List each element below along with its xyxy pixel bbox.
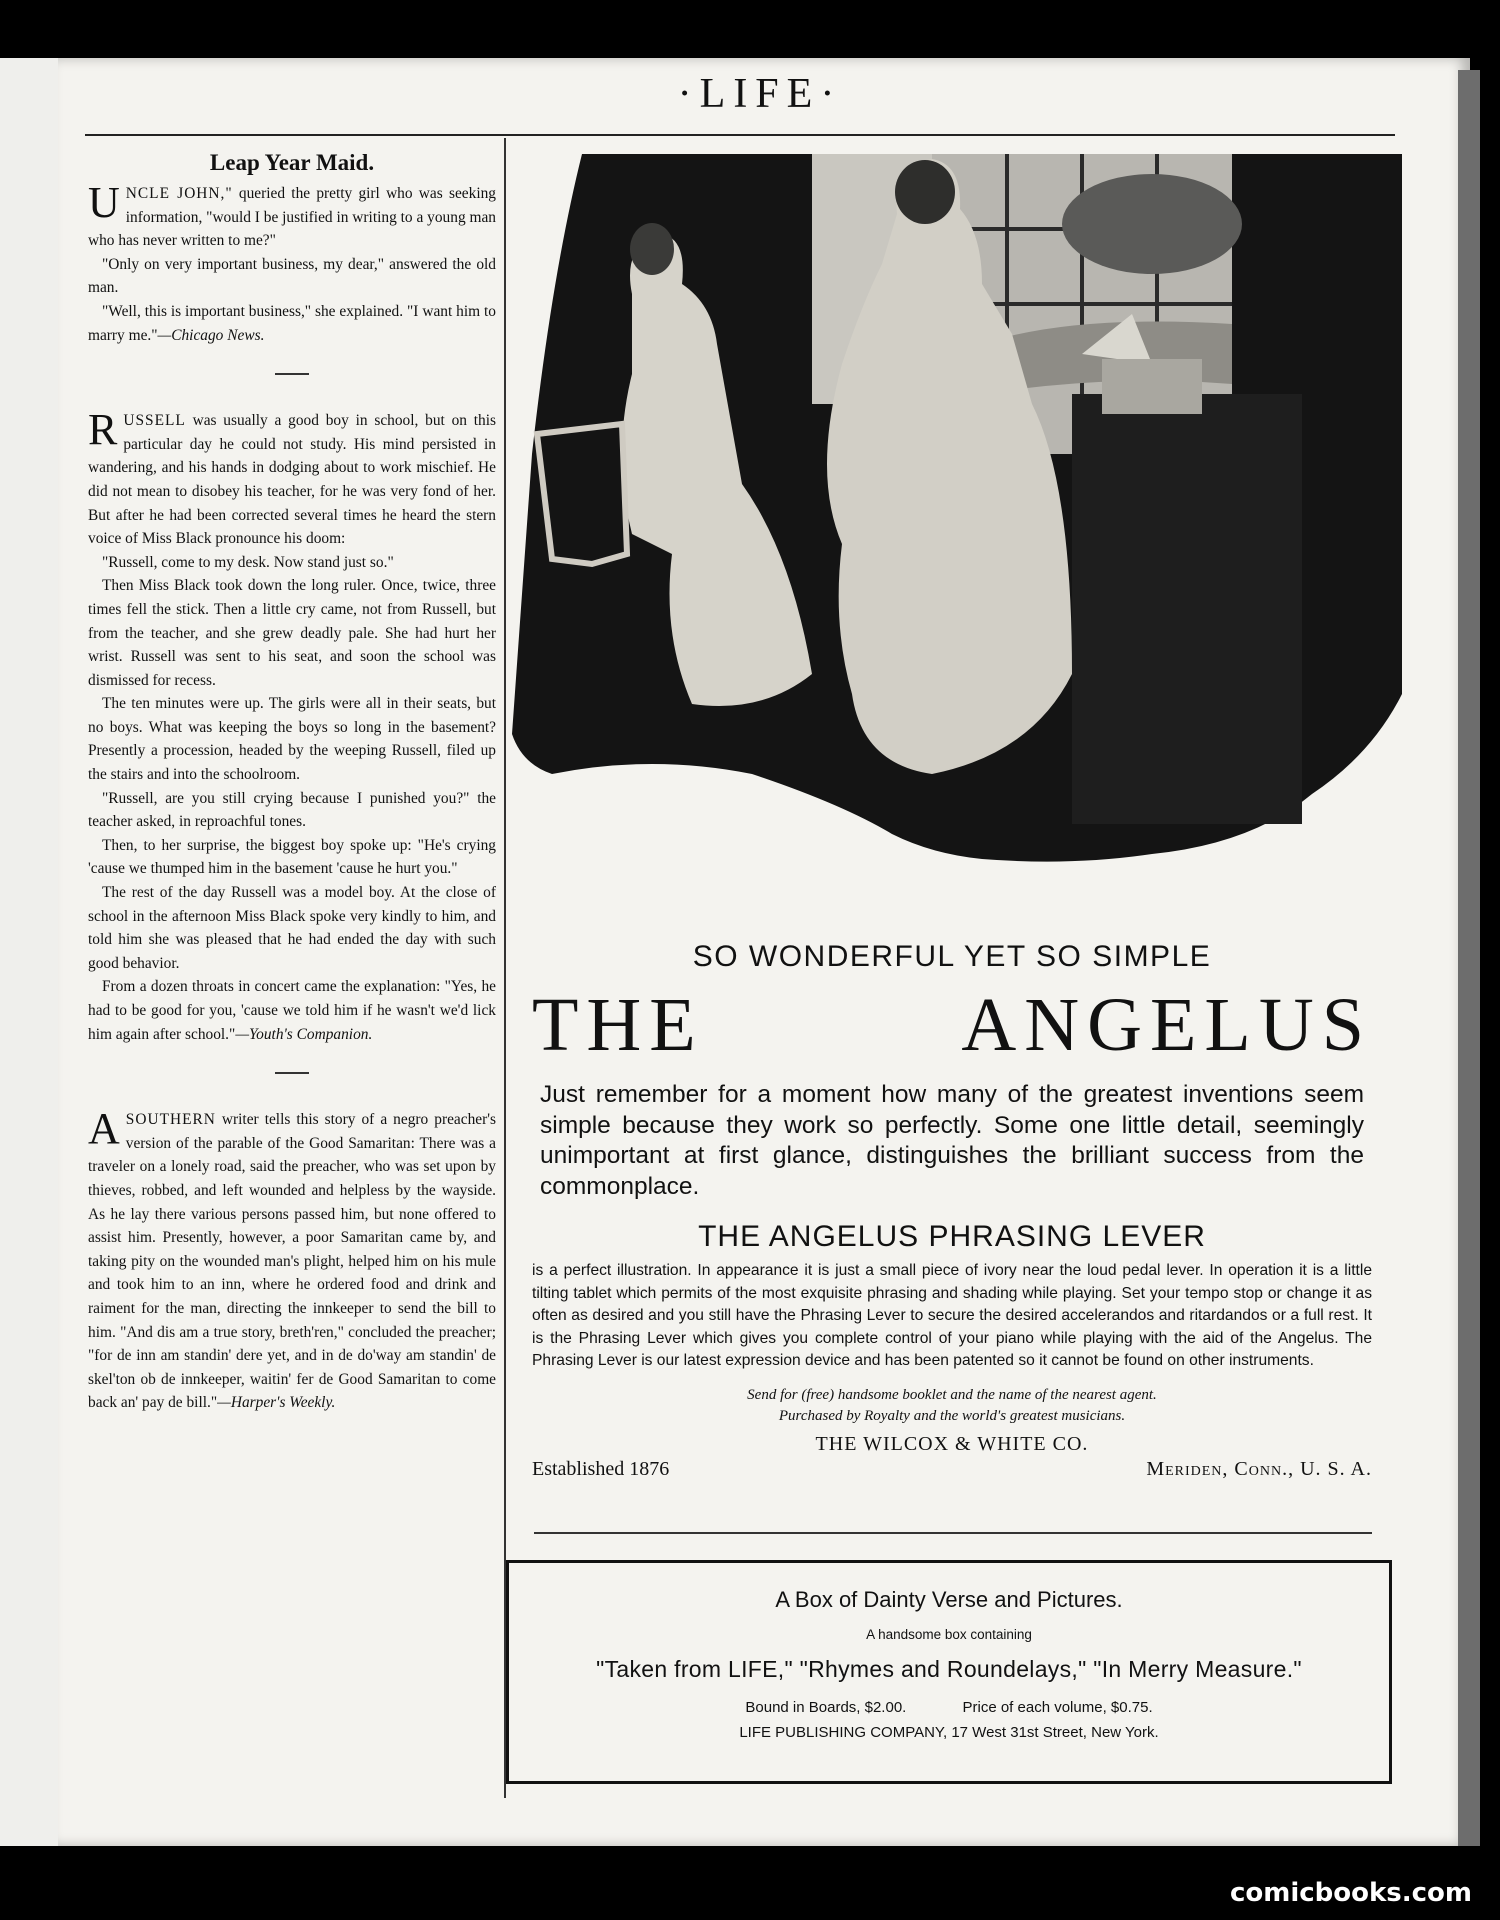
box-title: A Box of Dainty Verse and Pictures.	[775, 1587, 1123, 1612]
story-source: —Harper's Weekly.	[217, 1394, 336, 1412]
masthead: ·LIFE·	[677, 71, 843, 117]
column-rule	[504, 138, 506, 1798]
ad-lead: Just remember for a moment how many of the greatest inventions seem simple because they work so perfectly. Some one little detail, seemingly unimportant at first glance, distinguishes the brilliant success from the commonplace.	[540, 1081, 1364, 1200]
drop-cap: A	[88, 1104, 120, 1154]
story2-paragraph: RUSSELL was usually a good boy in school, but on this particular day he could not study. His mind persisted in wandering, and his hands in dodging about to work mischief. He did not mean to disobey his teacher, for he was very fond of her. But after he had been corrected several times he heard the stern voice of Miss Black pronounce his doom:	[88, 405, 496, 548]
ad-footer	[532, 1458, 1372, 1481]
story2-paragraph: The rest of the day Russell was a model boy. At the close of school in the afternoon Miss Black spoke very kindly to him, and told him she was pleased that he had ended the day with such good behavior.	[88, 884, 496, 972]
story2-paragraph: "Russell, are you still crying because I punished you?" the teacher asked, in reproachful tones.	[88, 789, 496, 831]
story2-paragraph: "Russell, come to my desk. Now stand just so."	[102, 553, 394, 571]
story2-paragraph: Then Miss Black took down the long ruler. Once, twice, three times fell the stick. Then a little cry came, not from Russell, but from the teacher, and she grew deadly pale. She had hurt her wrist. Russell was sent to his seat, and soon the school was dismissed for recess.	[88, 577, 496, 689]
story1-paragraph: UNCLE JOHN," queried the pretty girl who was seeking information, "would I be justified in writing to a young man who has never written to me?"	[88, 178, 496, 250]
story2-paragraph: Then, to her surprise, the biggest boy spoke up: "He's crying 'cause we thumped him in the basement 'cause he hurt you."	[88, 836, 496, 878]
story-source: —Youth's Companion.	[235, 1025, 373, 1043]
watermark: comicbooks.com	[1229, 1878, 1472, 1908]
angelus-advertisement	[532, 940, 1372, 1481]
story-separator	[275, 373, 309, 375]
drop-cap: U	[88, 178, 120, 227]
story3-paragraph: ASOUTHERN writer tells this story of a negro preacher's version of the parable of the Good Samaritan: There was a traveler on a lonely road, said the preacher, who was set upon by thieves, robbed, and left wounded and helpless by the wayside. As he lay there various persons passed him, but none offered to assist him. Presently, however, a poor Samaritan came by, and taking pity on the wounded man's plight, helped him on his mule and took him to an inn, where he ordered food and drink and raiment for the man, directing the innkeeper to send the bill to him. "And dis am a true story, breth'ren," concluded the preacher; "for de inn am standin' dere yet, and in de do'way am standin' de skel'ton ob de innkeeper, waitin' fer de Good Samaritan to come back an' pay de bill."—Harper's Weekly.	[88, 1104, 496, 1412]
ad-body: is a perfect illustration. In appearance it is just a small piece of ivory near the loud pedal lever. In operation it is a little tilting tablet which permits of the most exquisite phrasing and shading while playing. Set your tempo stop or change it as often as desired and you still have the Phrasing Lever to secure the desired accelerandos and ritardandos or a full rest. It is the Phrasing Lever which gives you complete control of your piano while playing with the aid of the Angelus. The Phrasing Lever is our latest expression device and has been patented so it cannot be found on other instruments.	[532, 1262, 1372, 1370]
piano-illustration	[512, 154, 1402, 874]
story-source: —Chicago News.	[157, 326, 265, 344]
story-separator	[275, 1072, 309, 1074]
story1-paragraph: "Well, this is important business," she explained. "I want him to marry me."—Chicago News.	[88, 302, 496, 344]
ad-subhead: THE ANGELUS PHRASING LEVER	[698, 1220, 1206, 1253]
drop-cap: R	[88, 405, 118, 455]
box-titles: "Taken from LIFE," "Rhymes and Roundelays," "In Merry Measure."	[596, 1656, 1302, 1682]
adjacent-page-edge	[0, 58, 58, 1846]
ad-rule	[534, 1532, 1372, 1534]
box-subtitle: A handsome box containing	[866, 1627, 1032, 1642]
box-prices: Bound in Boards, $2.00. Price of each volume, $0.75.	[745, 1699, 1153, 1716]
box-notice	[506, 1560, 1392, 1784]
ad-note: Send for (free) handsome booklet and the name of the nearest agent. Purchased by Royalty and the world's greatest musicians.	[747, 1386, 1157, 1424]
header-rule	[85, 134, 1395, 136]
left-column	[88, 142, 496, 1415]
story1-paragraph: "Only on very important business, my dear," answered the old man.	[88, 255, 496, 297]
ad-tagline: SO WONDERFUL YET SO SIMPLE	[692, 940, 1212, 973]
ad-company: THE WILCOX & WHITE CO.	[815, 1432, 1089, 1455]
ad-headline: THE ANGELUS	[532, 983, 1372, 1067]
story-title: Leap Year Maid.	[209, 150, 375, 175]
ad-established: Established 1876	[532, 1457, 670, 1480]
page-edge-shadow	[1458, 70, 1480, 1846]
box-publisher: LIFE PUBLISHING COMPANY, 17 West 31st Street, New York.	[739, 1724, 1159, 1741]
ad-location: Meriden, Conn., U. S. A.	[1146, 1457, 1372, 1480]
story2-paragraph: The ten minutes were up. The girls were all in their seats, but no boys. What was keeping the boys so long in the basement? Presently a procession, headed by the weeping Russell, filed up the stairs and into the schoolroom.	[88, 695, 496, 784]
story2-paragraph: From a dozen throats in concert came the explanation: "Yes, he had to be good for you, 'cause we told him if he wasn't we'd lick him again after school."—Youth's Companion.	[88, 978, 496, 1043]
